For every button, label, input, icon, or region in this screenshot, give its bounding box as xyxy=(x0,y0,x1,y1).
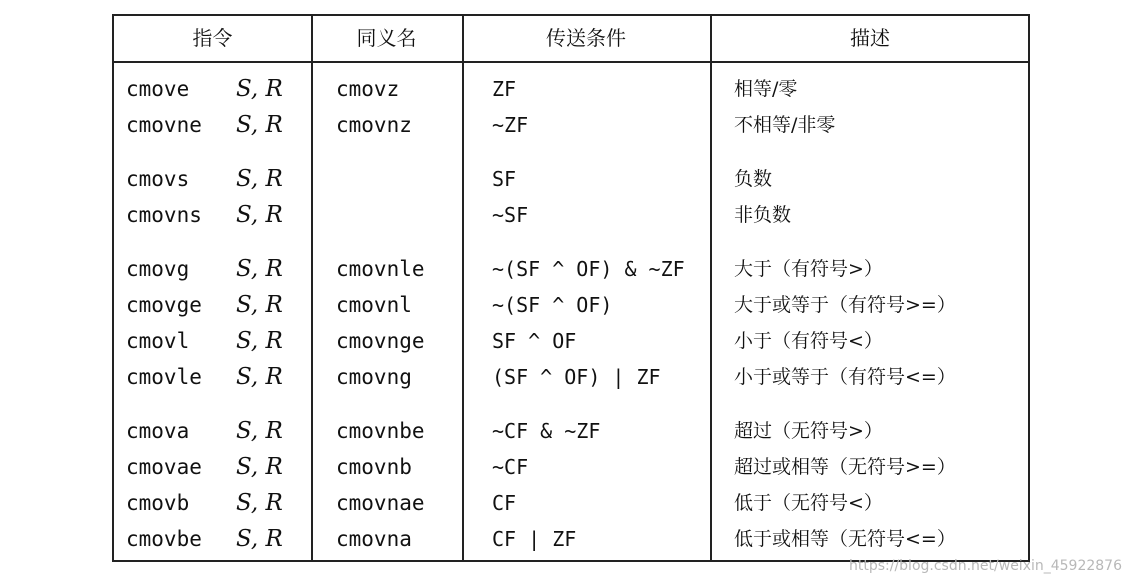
condition-cell: ZF xyxy=(492,77,517,101)
synonym-cell: cmovnz xyxy=(336,113,412,137)
description-cell: 小于或等于（有符号<=） xyxy=(734,366,956,388)
column-divider xyxy=(462,16,464,560)
instruction-cell: cmovle xyxy=(126,365,202,389)
description-cell: 大于或等于（有符号>=） xyxy=(734,294,956,316)
instruction-cell: cmovne xyxy=(126,113,202,137)
header-synonym: 同义名 xyxy=(356,26,417,50)
condition-cell: ~CF & ~ZF xyxy=(492,419,601,443)
synonym-cell: cmovnge xyxy=(336,329,425,353)
condition-cell: CF xyxy=(492,491,517,515)
header-instruction: 指令 xyxy=(192,26,233,50)
operands-cell: S, R xyxy=(236,202,283,228)
description-cell: 大于（有符号>） xyxy=(734,258,883,280)
synonym-cell: cmovnle xyxy=(336,257,425,281)
header-divider xyxy=(114,61,1028,63)
operands-cell: S, R xyxy=(236,364,283,390)
instruction-cell: cmovs xyxy=(126,167,190,191)
column-divider xyxy=(710,16,712,560)
instruction-table xyxy=(112,14,1030,562)
description-cell: 相等/零 xyxy=(734,78,798,100)
condition-cell: SF ^ OF xyxy=(492,329,577,353)
description-cell: 负数 xyxy=(734,168,773,190)
operands-cell: S, R xyxy=(236,166,283,192)
instruction-cell: cmovl xyxy=(126,329,190,353)
header-description: 描述 xyxy=(850,26,890,50)
condition-cell: ~CF xyxy=(492,455,529,479)
operands-cell: S, R xyxy=(236,526,283,552)
description-cell: 小于（有符号<） xyxy=(734,330,883,352)
description-cell: 非负数 xyxy=(734,204,792,226)
condition-cell: ~(SF ^ OF) & ~ZF xyxy=(492,257,685,281)
operands-cell: S, R xyxy=(236,454,283,480)
synonym-cell: cmovng xyxy=(336,365,412,389)
operands-cell: S, R xyxy=(236,292,283,318)
description-cell: 低于（无符号<） xyxy=(734,492,883,514)
header-condition: 传送条件 xyxy=(546,26,626,50)
synonym-cell: cmovz xyxy=(336,77,400,101)
condition-cell: SF xyxy=(492,167,517,191)
instruction-cell: cmovbe xyxy=(126,527,202,551)
synonym-cell: cmovnb xyxy=(336,455,412,479)
operands-cell: S, R xyxy=(236,256,283,282)
description-cell: 超过（无符号>） xyxy=(734,420,883,442)
synonym-cell: cmovnl xyxy=(336,293,412,317)
instruction-cell: cmove xyxy=(126,77,190,101)
operands-cell: S, R xyxy=(236,76,283,102)
instruction-cell: cmovb xyxy=(126,491,190,515)
operands-cell: S, R xyxy=(236,112,283,138)
operands-cell: S, R xyxy=(236,328,283,354)
watermark: https://blog.csdn.net/weixin_45922876 xyxy=(848,558,1122,574)
operands-cell: S, R xyxy=(236,418,283,444)
synonym-cell: cmovna xyxy=(336,527,412,551)
description-cell: 超过或相等（无符号>=） xyxy=(734,456,956,478)
operands-cell: S, R xyxy=(236,490,283,516)
synonym-cell: cmovnae xyxy=(336,491,425,515)
instruction-cell: cmovg xyxy=(126,257,190,281)
condition-cell: (SF ^ OF) | ZF xyxy=(492,365,661,389)
column-divider xyxy=(311,16,313,560)
condition-cell: ~(SF ^ OF) xyxy=(492,293,613,317)
synonym-cell: cmovnbe xyxy=(336,419,425,443)
description-cell: 低于或相等（无符号<=） xyxy=(734,528,956,550)
instruction-cell: cmovge xyxy=(126,293,202,317)
instruction-cell: cmovns xyxy=(126,203,202,227)
instruction-cell: cmova xyxy=(126,419,190,443)
condition-cell: CF | ZF xyxy=(492,527,577,551)
condition-cell: ~SF xyxy=(492,203,529,227)
condition-cell: ~ZF xyxy=(492,113,529,137)
instruction-cell: cmovae xyxy=(126,455,202,479)
description-cell: 不相等/非零 xyxy=(734,114,836,136)
